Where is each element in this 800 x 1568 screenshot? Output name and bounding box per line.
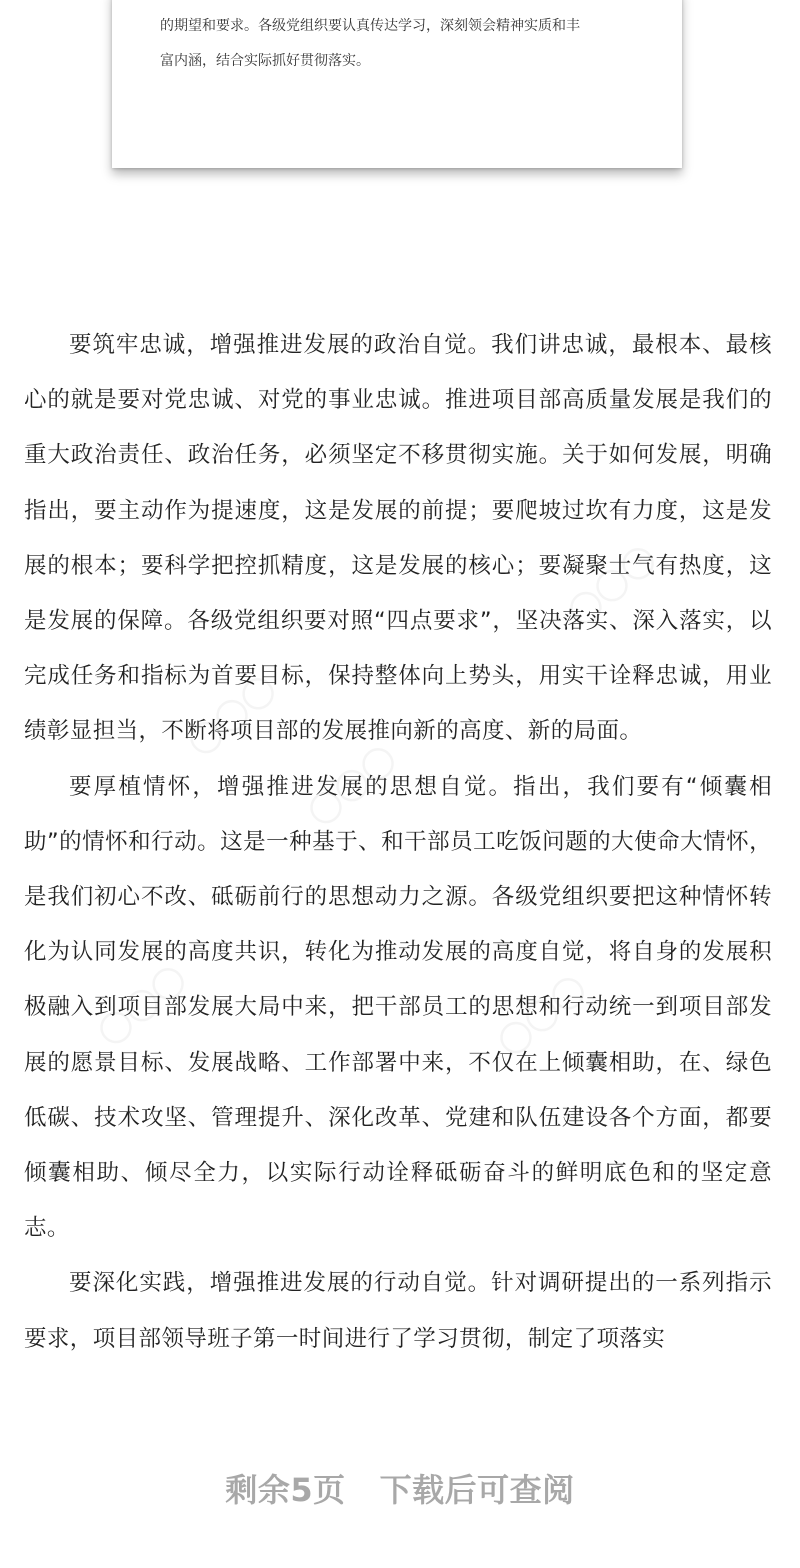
remaining-pages-label: 剩余5页 <box>225 1471 346 1509</box>
preview-card <box>112 0 682 168</box>
download-to-view-label: 下载后可查阅 <box>379 1471 575 1509</box>
paragraph: 要筑牢忠诚，增强推进发展的政治自觉。我们讲忠诚，最根本、最核心的就是要对党忠诚、对党的事业忠诚。推进项目部高质量发展是我们的重大政治责任、政治任务，必须坚定不移贯彻实施。关于如何发展，明确指出，要主动作为提速度，这是发展的前提；要爬坡过坎有力度，这是发展的根本；要科学把控抓精度，这是发展的核心；要凝聚士气有热度，这是发展的保障。各级党组织要对照“四点要求”，坚决落实、深入落实，以完成任务和指标为首要目标，保持整体向上势头，用实干诠释忠诚，用业绩彰显担当，不断将项目部的发展推向新的高度、新的局面。 <box>24 332 772 745</box>
paragraph: 要厚植情怀，增强推进发展的思想自觉。指出，我们要有“倾囊相助”的情怀和行动。这是一种基于、和干部员工吃饭问题的大使命大情怀，是我们初心不改、砥砺前行的思想动力之源。各级党组织要把这种情怀转化为认同发展的高度共识，转化为推动发展的高度自觉，将自身的发展积极融入到项目部发展大局中来，把干部员工的思想和行动统一到项目部发展的愿景目标、发展战略、工作部署中来，不仅在上倾囊相助，在、绿色低碳、技术攻坚、管理提升、深化改革、党建和队伍建设各个方面，都要倾囊相助、倾尽全力，以实际行动诠释砥砺奋斗的鲜明底色和的坚定意志。 <box>24 773 772 1242</box>
preview-line-1: 的期望和要求。各级党组织要认真传达学习，深刻领会精神实质和丰 <box>160 18 580 34</box>
download-prompt[interactable] <box>0 1466 800 1514</box>
preview-line-2: 富内涵，结合实际抓好贯彻落实。 <box>160 53 370 69</box>
paragraph: 要深化实践，增强推进发展的行动自觉。针对调研提出的一系列指示要求，项目部领导班子第一时间进行了学习贯彻，制定了项落实 <box>24 1270 772 1352</box>
article-body <box>24 318 772 1367</box>
